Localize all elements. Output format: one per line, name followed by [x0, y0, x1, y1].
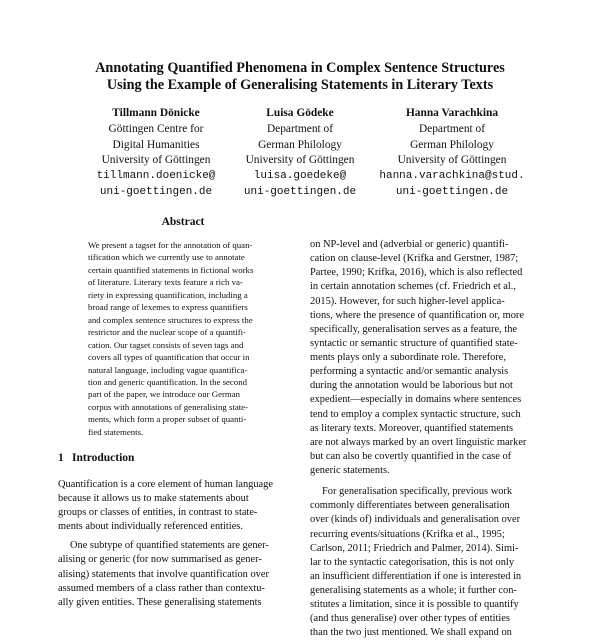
- body-line: ally given entities. These generalising statements: [58, 596, 262, 608]
- abstract-line: broad range of lexemes to express quantifiers: [88, 302, 248, 313]
- body-line: as literary texts. Moreover, quantified statements: [310, 422, 514, 434]
- body-line: performing a syntactic and/or semantic analysis: [310, 366, 509, 378]
- body-line: are not always marked by an overt linguistic marker: [310, 436, 527, 448]
- body-line: cation on clause-level (Krifka and Gerstner, 1987;: [310, 253, 519, 265]
- author-name: Hanna Varachkina: [405, 107, 499, 119]
- author-email: uni-goettingen.de: [395, 185, 509, 198]
- body-line: lar to the syntactic categorisation, this is not only: [310, 556, 515, 568]
- abstract-line: fied statements.: [88, 426, 144, 437]
- right-column-body: [310, 238, 555, 641]
- body-line: ments plays only a subordinate role. Therefore,: [310, 352, 507, 363]
- author-email: tillmann.doenicke@: [96, 170, 216, 183]
- author-email: luisa.goedeke@: [253, 170, 347, 183]
- body-line: generalising statements as a whole; it further con-: [310, 585, 517, 596]
- body-line: stitutes a limitation, since it is possible to quantify: [310, 599, 519, 611]
- abstract-line: certain quantified statements in fictional works: [88, 264, 254, 275]
- body-line: commonly differentiates between generalisation: [310, 500, 510, 512]
- abstract-line: riety in expressing quantification, including a: [88, 289, 248, 300]
- author-affiliation: University of Göttingen: [101, 154, 211, 167]
- author-affiliation: University of Göttingen: [245, 154, 355, 167]
- paper-title: [0, 60, 600, 94]
- body-line: syntactic or semantic structure of quantified state-: [310, 337, 518, 349]
- abstract-line: of literature. Literary texts feature a rich va-: [88, 277, 243, 288]
- author-affiliation: Department of: [418, 122, 486, 135]
- body-line: alising) statements that involve quantification over: [58, 568, 269, 580]
- author-affiliation: Department of: [266, 122, 334, 135]
- abstract-line: and complex sentence structures to express the: [88, 314, 253, 325]
- abstract-line: tification which we currently use to annotate: [88, 252, 245, 263]
- body-line: assumed members of a class rather than contextu-: [58, 582, 265, 594]
- body-line: Quantification is a core element of human language: [58, 479, 273, 490]
- body-line: tions, where the presence of quantification or, more: [310, 309, 524, 321]
- abstract-line: cation. Our tagset consists of seven tags and: [88, 339, 244, 350]
- author-3: [352, 106, 552, 201]
- abstract-line: natural language, including vague quantifica-: [88, 364, 248, 375]
- body-line: because it allows us to make statements about: [58, 493, 249, 505]
- author-affiliation: German Philology: [410, 138, 494, 151]
- body-line: in certain annotation schemes (cf. Friedrich et al.,: [310, 281, 517, 293]
- body-line: on NP-level and (adverbial or generic) quantifi-: [310, 239, 509, 250]
- abstract-heading: Abstract: [161, 216, 205, 228]
- body-line: recurring events/situations (Krifka et al., 1995;: [310, 528, 505, 540]
- body-line: expedient—especially in domains where sentences: [310, 394, 522, 406]
- section-title: Introduction: [72, 452, 135, 464]
- left-column-body: [58, 478, 308, 610]
- body-line: (and thus generalise) over other types of entities: [310, 613, 510, 625]
- body-line: groups or classes of entities, in contrast to state-: [58, 507, 258, 519]
- abstract-line: part of the paper, we introduce our German: [88, 389, 241, 400]
- body-line: but can also be covertly quantified in the case of: [310, 450, 512, 462]
- author-name: Luisa Gödeke: [266, 107, 334, 119]
- body-line: over (kinds of) individuals and generalisation over: [310, 514, 521, 526]
- author-name: Tillmann Dönicke: [112, 107, 200, 119]
- abstract-line: restrictor and the nuclear scope of a quantifi-: [88, 327, 247, 338]
- body-line: an insufficient differentiation if one is interested in: [310, 570, 522, 582]
- section-heading-introduction: [58, 452, 134, 464]
- author-affiliation: German Philology: [258, 138, 342, 151]
- abstract-line: covers all types of quantification that occur in: [88, 352, 250, 363]
- body-line: One subtype of quantified statements are gener-: [70, 540, 269, 552]
- body-line: generic statements.: [310, 465, 390, 476]
- body-line: For generalisation specifically, previous work: [322, 486, 513, 498]
- author-email: uni-goettingen.de: [99, 185, 213, 198]
- body-line: Carlson, 2011; Friedrich and Palmer, 2014). Simi-: [310, 542, 519, 554]
- title-line-2: Using the Example of Generalising Statements in Literary Texts: [106, 77, 494, 93]
- body-line: alising or generic (for now summarised as gener-: [58, 554, 262, 566]
- title-line-1: Annotating Quantified Phenomena in Complex Sentence Structures: [95, 60, 505, 76]
- author-email: uni-goettingen.de: [243, 185, 357, 198]
- body-line: during the annotation would be laborious but not: [310, 380, 513, 392]
- abstract-body: [88, 239, 280, 438]
- author-affiliation: Göttingen Centre for: [108, 122, 204, 135]
- body-line: 2015). However, for such higher-level applica-: [310, 295, 505, 307]
- section-number: 1: [58, 452, 64, 464]
- body-line: ments about individually referenced entities.: [58, 521, 243, 533]
- abstract-line: We present a tagset for the annotation of quan-: [88, 240, 253, 250]
- abstract-line: corpus with annotations of generalising state-: [88, 401, 249, 412]
- body-line: specifically, generalisation serves as a feature, the: [310, 323, 518, 335]
- abstract-line: ments, which form a proper subset of quanti-: [88, 414, 247, 425]
- body-line: Partee, 1990; Krifka, 2016), which is also reflected: [310, 267, 523, 279]
- author-email: hanna.varachkina@stud.: [379, 170, 525, 183]
- author-affiliation: Digital Humanities: [112, 138, 200, 151]
- abstract-line: tion and generic quantification. In the second: [88, 376, 248, 387]
- author-affiliation: University of Göttingen: [397, 154, 507, 167]
- body-line: tend to employ a complex syntactic structure, such: [310, 408, 521, 420]
- body-line: than the two just mentioned. We shall expand on: [310, 627, 512, 639]
